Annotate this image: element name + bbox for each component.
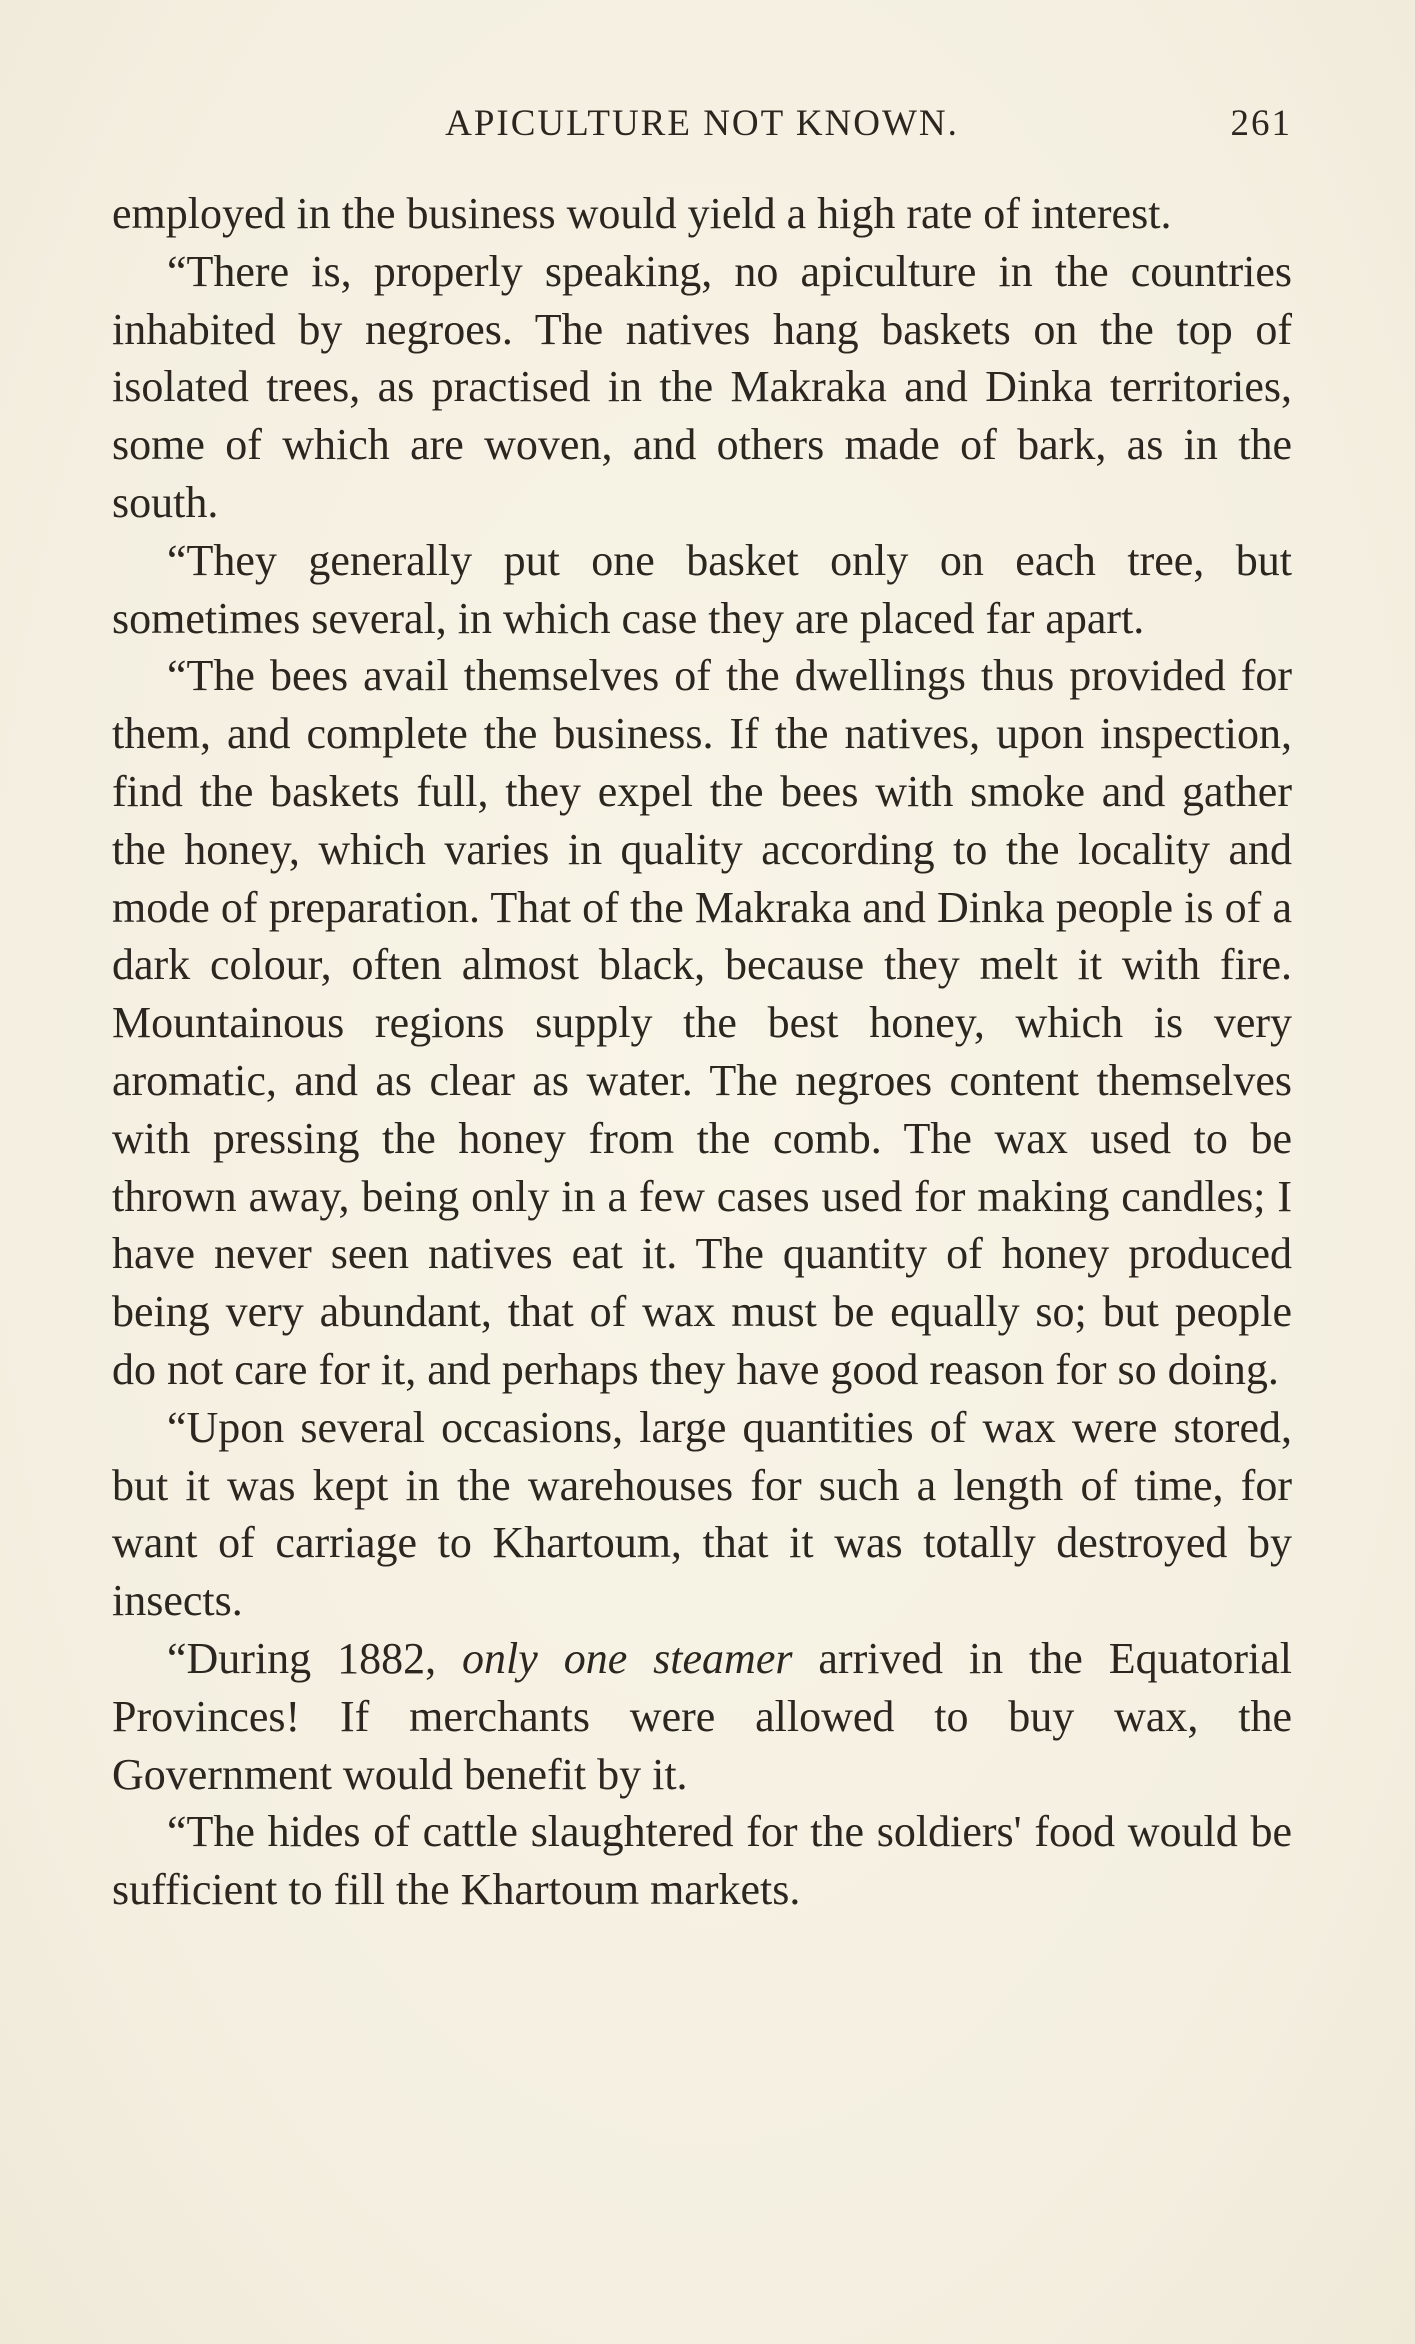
steamer-italic-phrase: only one steamer — [462, 1633, 793, 1683]
paragraph-wax-stored: “Upon several occasions, large quantities of wax were stored, but it was kept in the warehouses for such a length of time, for want of carriage to Khartoum, that it was totally destroyed by insects. — [112, 1402, 1292, 1626]
body-text — [112, 185, 1292, 1919]
paragraph-continuation: employed in the business would yield a high rate of interest. — [112, 189, 1172, 238]
steamer-text-before: “During 1882, — [167, 1633, 463, 1683]
page-number: 261 — [1230, 103, 1292, 144]
paragraph-bees: “The bees avail themselves of the dwellings thus provided for them, and complete the business. If the natives, upon inspection, find the baskets full, they expel the bees with smoke and gather the honey, which varies in quality according to the locality and mode of preparation. That of the Makraka and Dinka people is of a dark colour, often almost black, because they melt it with fire. Mountainous regions supply the best honey, which is very aromatic, and as clear as water. The negroes content themselves with pressing the honey from the comb. The wax used to be thrown away, being only in a few cases used for making candles; I have never seen natives eat it. The quantity of honey produced being very abundant, that of wax must be equally so; but people do not care for it, and perhaps they have good reason for so doing. — [112, 651, 1292, 1394]
running-title: APICULTURE NOT KNOWN. — [445, 103, 959, 144]
paragraph-steamer — [112, 1630, 1292, 1803]
paragraph-baskets: “They generally put one basket only on each tree, but sometimes several, in which case they are placed far apart. — [112, 535, 1292, 643]
paragraph-hides: “The hides of cattle slaughtered for the soldiers' food would be sufficient to fill the Khartoum markets. — [112, 1807, 1292, 1915]
steamer-text-after: arrived in the Equatorial Provinces! If merchants were allowed to buy wax, the Government would benefit by it. — [112, 1633, 1292, 1799]
paragraph-apiculture: “There is, properly speaking, no apiculture in the countries inhabited by negroes. The natives hang baskets on the top of isolated trees, as practised in the Makraka and Dinka territories, some of which are woven, and others made of bark, as in the south. — [112, 246, 1292, 527]
running-head — [112, 102, 1292, 152]
